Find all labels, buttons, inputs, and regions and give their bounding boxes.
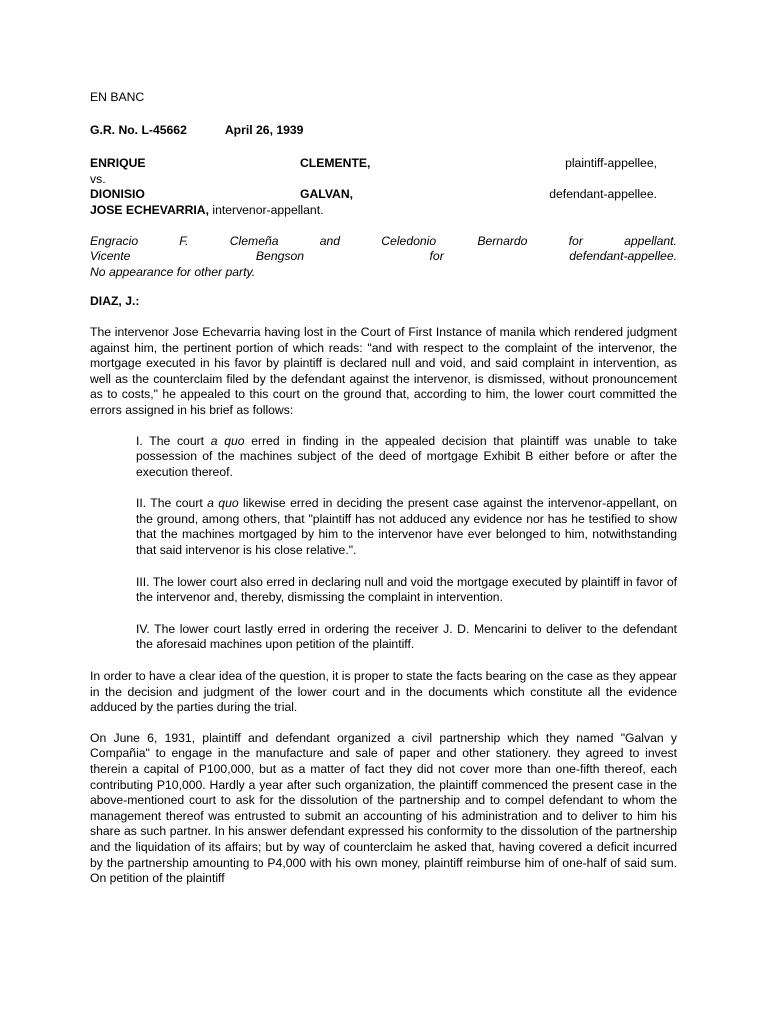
plaintiff-first-name: ENRIQUE (90, 156, 146, 171)
error-text: likewise erred in deciding the present case against the intervenor-appellant, on the ground, among others, that "plaintiff has not adduced any evidence nor has he testified to show that the machines mortgaged by him to the intervenor have ever belonged to him, notwithstanding that said intervenor is his close relative.". (136, 496, 678, 558)
assigned-error-item (136, 575, 677, 606)
counsel-word: defendant-appellee. (569, 249, 677, 264)
error-text: II. The court (136, 496, 208, 511)
assigned-error-item (136, 434, 677, 481)
intervenor-row (90, 203, 677, 219)
defendant-role: defendant-appellee. (549, 187, 657, 202)
assigned-error-item (136, 496, 677, 558)
assigned-error-item (136, 622, 677, 653)
error-italic-term: a quo (207, 496, 239, 511)
error-text: IV. The lower court lastly erred in ordering the receiver J. D. Mencarini to deliver to the defendant the aforesaid machines upon petition of the plaintiff. (136, 621, 677, 652)
court-division: EN BANC (90, 90, 145, 104)
error-italic-term: a quo (210, 433, 245, 448)
counsel-word: Celedonio (381, 233, 437, 248)
counsel-word: appellant. (624, 233, 677, 248)
ponente: DIAZ, J.: (90, 294, 140, 309)
paragraph-intro: The intervenor Jose Echevarria having lost in the Court of First Instance of manila which rendered judgment against him, the pertinent portion of which reads: "and with respect to the complaint of the intervenor, the mortgage executed in his favor by plaintiff is declared null and void, and said complaint in intervention, as well as the counterclaim filed by the defendant against the intervenor, is dismissed, without pronouncement as to costs," he appealed to this court on the ground that, according to him, the lower court committed the errors assigned in his brief as follows: (90, 324, 677, 417)
counsel-word: F. (179, 233, 189, 248)
decision-document (90, 90, 677, 902)
counsel-defendant-line (90, 249, 677, 265)
defendant-last-name: GALVAN, (300, 187, 354, 202)
counsel-word: Clemeña (229, 233, 279, 248)
counsel-word: Bernardo (477, 233, 528, 248)
counsel-word: Bengson (255, 249, 305, 264)
paragraph-facts: On June 6, 1931, plaintiff and defendant organized a civil partnership which they named "Galvan y Compañia" to engage in the manufacture and sale of paper and other stationery. they agreed to invest therein a capital of P100,000, but as a matter of fact they did not cover more than one-fifth thereof, each contributing P10,000. Hardly a year after such organization, the plaintiff commenced the present case in the above-mentioned court to ask for the dissolution of the partnership and to compel defendant to whom the management thereof was entrusted to submit an accounting of his administration and to deliver to him his share as such partner. In his answer defendant expressed his conformity to the dissolution of the partnership and the liquidation of its affairs; but by way of counterclaim he asked that, having covered a deficit incurred by the partnership amounting to P4,000 with his own money, plaintiff reimburse him of one-half of said sum. On petition of the plaintiff (90, 730, 677, 886)
error-text: I. The court (136, 433, 211, 448)
plaintiff-last-name: CLEMENTE, (300, 156, 371, 171)
counsel-word: for (568, 233, 583, 248)
versus-label: vs. (90, 171, 106, 186)
paragraph-facts-intro: In order to have a clear idea of the question, it is proper to state the facts bearing on the case as they appear in the decision and judgment of the lower court and in the documents which constitute all the evidence adduced by the parties during the trial. (90, 669, 677, 715)
defendant-first-name: DIONISIO (90, 187, 145, 202)
assigned-errors-list (136, 434, 677, 654)
error-text: III. The lower court also erred in declaring null and void the mortgage executed by plaintiff in favor of the intervenor and, thereby, dismissing the complaint in intervention. (136, 574, 677, 605)
case-parties (90, 156, 677, 218)
counsel-appellant-line (90, 234, 677, 250)
intervenor-name: JOSE ECHEVARRIA, (90, 202, 209, 217)
counsel-word: Vicente (90, 249, 131, 264)
case-header (90, 123, 677, 139)
decision-date: April 26, 1939 (224, 122, 304, 137)
counsel-section (90, 234, 677, 281)
counsel-word: and (319, 233, 341, 248)
plaintiff-row (90, 156, 677, 172)
counsel-other-line: No appearance for other party. (90, 264, 256, 279)
defendant-row (90, 187, 677, 203)
intervenor-role: intervenor-appellant. (208, 202, 324, 217)
case-number: G.R. No. L-45662 (90, 122, 187, 137)
error-text: erred in finding in the appealed decision that plaintiff was unable to take possession of the machines subject of the deed of mortgage Exhibit B either before or after the execution thereof. (136, 433, 677, 479)
counsel-word: for (429, 249, 444, 264)
counsel-word: Engracio (90, 233, 139, 248)
plaintiff-role: plaintiff-appellee, (565, 156, 657, 171)
